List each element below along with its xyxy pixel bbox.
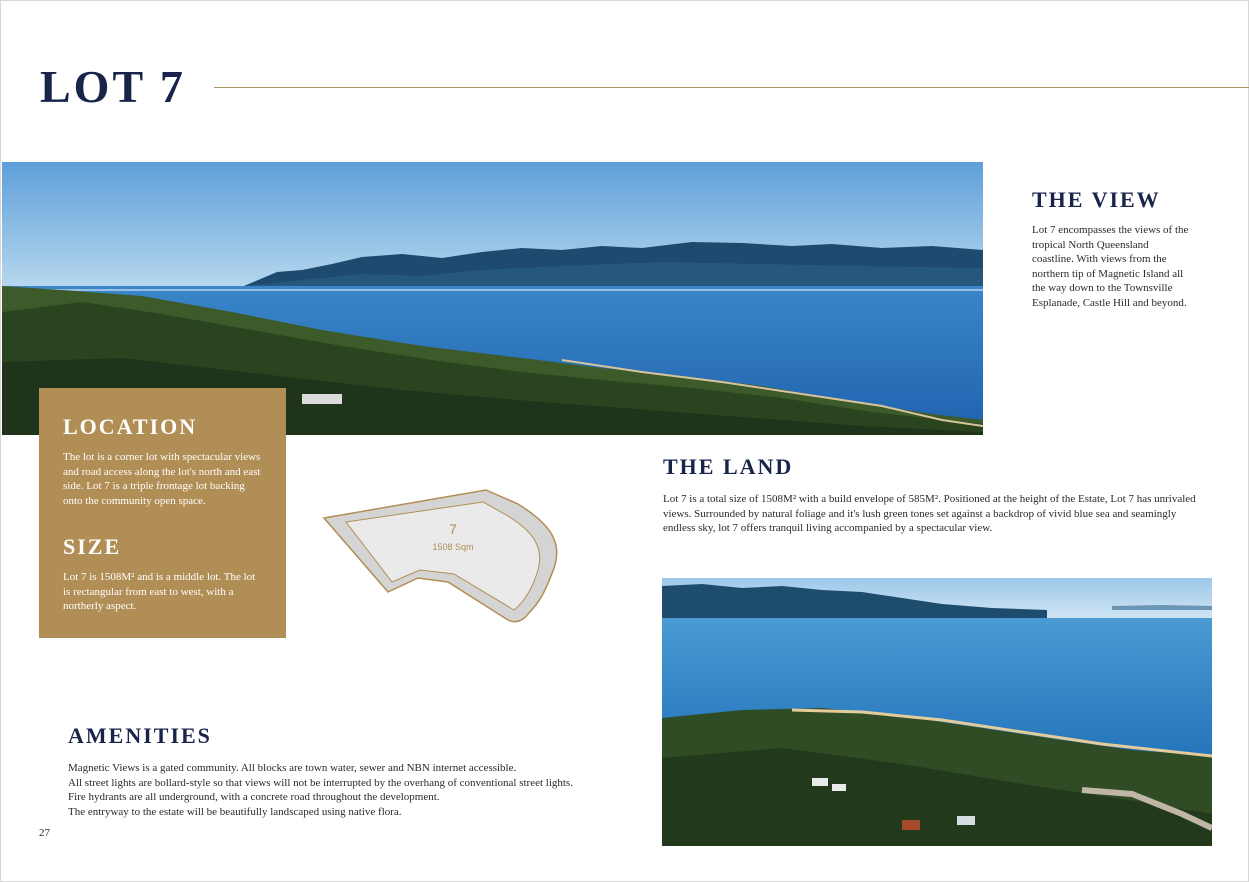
aerial-photo: [662, 578, 1212, 846]
view-heading: THE VIEW: [1032, 187, 1161, 212]
amenities-heading: AMENITIES: [68, 723, 212, 748]
amenities-section: [68, 723, 588, 819]
view-text: Lot 7 encompasses the views of the tropical North Queensland coastline. With views from the northern tip of Magnetic Island all the way down to the Townsville Esplanade, Castle Hill and beyond.: [1032, 224, 1189, 309]
amenities-text: [68, 761, 588, 819]
lot-area-label: 1508 Sqm: [432, 542, 474, 552]
size-text: Lot 7 is 1508M² and is a middle lot. The lot is rectangular from east to west, with a northerly aspect.: [63, 571, 256, 612]
amenities-line-3: The entryway to the estate will be beautifully landscaped using native flora.: [68, 805, 402, 818]
build-envelope: [346, 502, 540, 610]
amenities-line-2: All street lights are bollard-style so that views will not be interrupted by the overhang of conventional street lights. Fire hydrants are all underground, with a concrete road throughout the development.: [68, 776, 573, 803]
land-heading: THE LAND: [663, 454, 794, 479]
page-title: LOT 7: [40, 61, 186, 112]
location-size-panel: [39, 388, 286, 638]
location-heading: LOCATION: [63, 414, 198, 439]
title-rule: [214, 87, 1249, 88]
location-text: The lot is a corner lot with spectacular views and road access along the lot's north and east side. Lot 7 is a triple frontage lot backing onto the community open space.: [63, 451, 261, 507]
amenities-line-1: Magnetic Views is a gated community. All blocks are town water, sewer and NBN internet accessible.: [68, 762, 517, 774]
page-number: 27: [39, 827, 50, 839]
lot-plan-diagram: [318, 486, 564, 626]
size-heading: SIZE: [63, 534, 122, 559]
lot-number-label: 7: [449, 521, 457, 537]
land-text: Lot 7 is a total size of 1508M² with a build envelope of 585M². Positioned at the height of the Estate, Lot 7 has unrivaled views. Surrounded by natural foliage and it's lush green tones set against a backdrop of vivid blue sea and seamingly endless sky, lot 7 offers tranquil living accompanied by a spectacular view.: [663, 493, 1196, 534]
view-section: [1032, 187, 1232, 310]
land-section: [663, 454, 1208, 536]
